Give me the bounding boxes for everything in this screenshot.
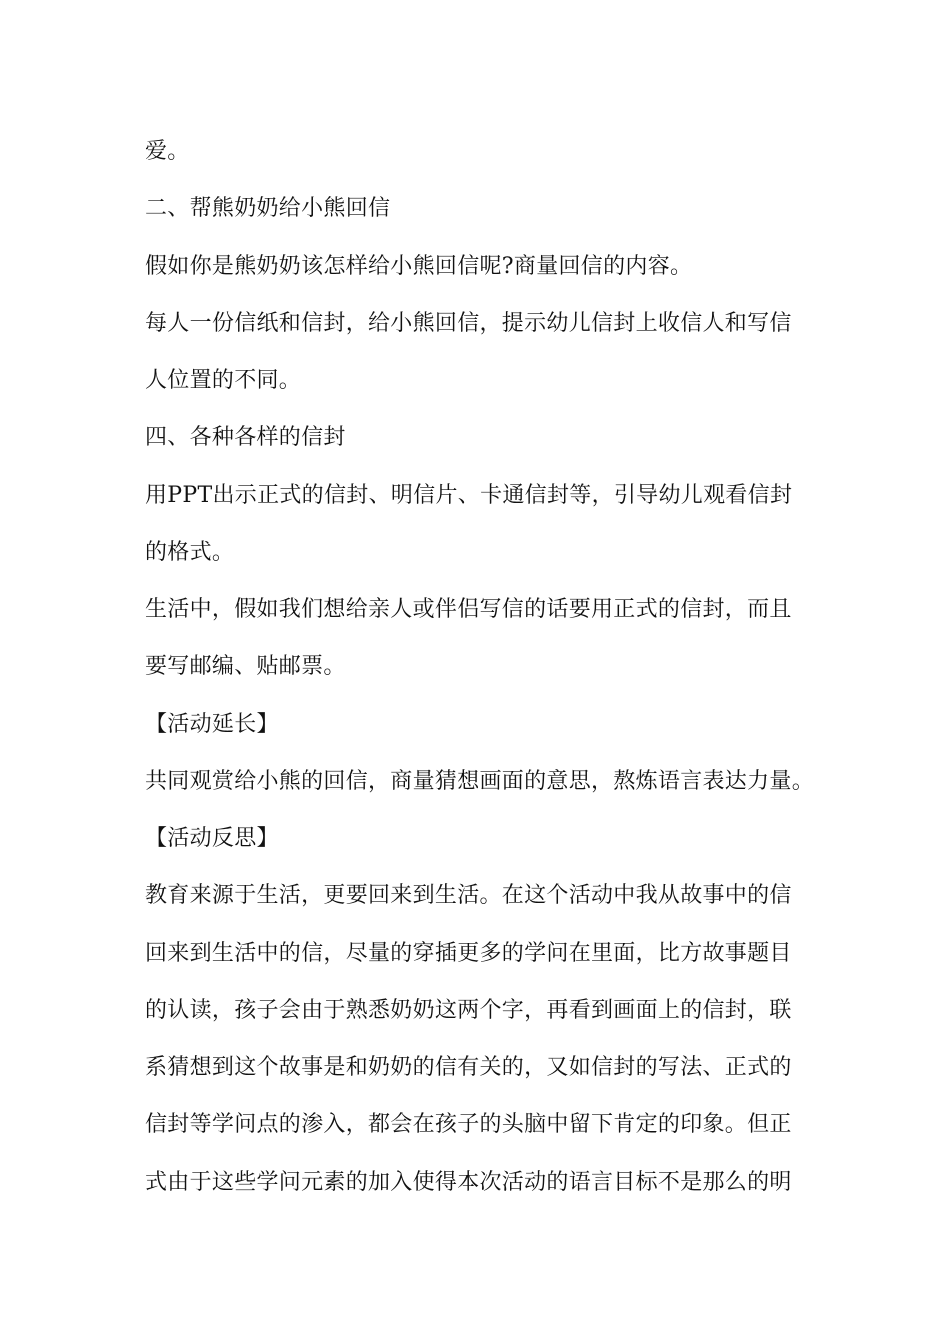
text-line: 系猜想到这个故事是和奶奶的信有关的，又如信封的写法、正式的 bbox=[145, 1055, 792, 1080]
text-line: 的认读，孩子会由于熟悉奶奶这两个字，再看到画面上的信封，联 bbox=[145, 998, 792, 1023]
section-heading: 四、各种各样的信封 bbox=[145, 425, 346, 450]
text-line: 假如你是熊奶奶该怎样给小熊回信呢?商量回信的内容。 bbox=[145, 254, 693, 279]
section-heading: 【活动反思】 bbox=[145, 826, 279, 851]
text-line: 每人一份信纸和信封，给小熊回信，提示幼儿信封上收信人和写信 bbox=[145, 311, 792, 336]
text-line: 回来到生活中的信，尽量的穿插更多的学问在里面，比方故事题目 bbox=[145, 941, 792, 966]
text-line: 教育来源于生活，更要回来到生活。在这个活动中我从故事中的信 bbox=[145, 883, 792, 908]
section-heading: 【活动延长】 bbox=[145, 712, 279, 737]
section-heading: 二、帮熊奶奶给小熊回信 bbox=[145, 196, 391, 221]
text-line: 爱。 bbox=[145, 139, 190, 164]
text-line: 人位置的不同。 bbox=[145, 368, 302, 393]
text-line: 要写邮编、贴邮票。 bbox=[145, 654, 346, 679]
text-line: 共同观赏给小熊的回信，商量猜想画面的意思，熬炼语言表达力量。 bbox=[145, 769, 815, 794]
text-line: 用PPT出示正式的信封、明信片、卡通信封等，引导幼儿观看信封 bbox=[145, 483, 793, 508]
text-line: 式由于这些学问元素的加入使得本次活动的语言目标不是那么的明 bbox=[145, 1170, 792, 1195]
text-line: 的格式。 bbox=[145, 540, 235, 565]
text-line: 信封等学问点的渗入，都会在孩子的头脑中留下肯定的印象。但正 bbox=[145, 1112, 792, 1137]
text-line: 生活中，假如我们想给亲人或伴侣写信的话要用正式的信封，而且 bbox=[145, 597, 792, 622]
